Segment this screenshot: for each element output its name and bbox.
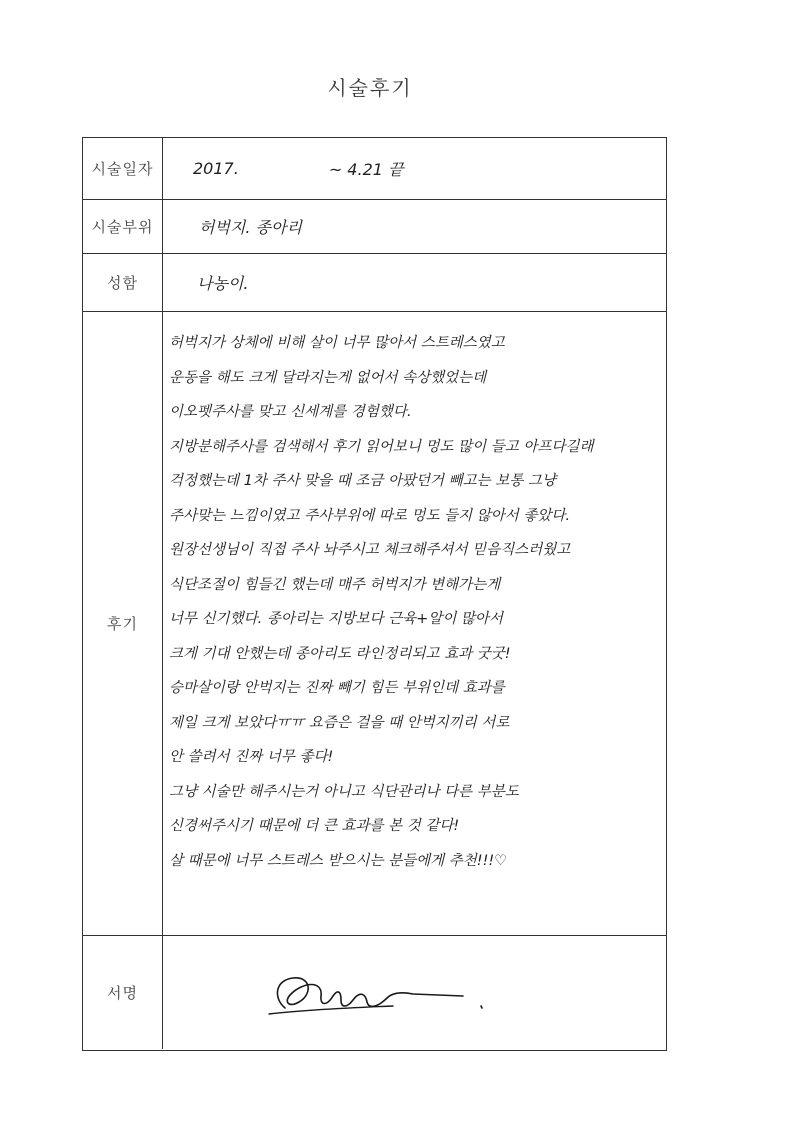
row-name	[83, 254, 666, 312]
row-signature	[83, 936, 666, 1049]
treatment-date-label: 시술일자	[83, 138, 163, 199]
treatment-area-text: 허벅지. 종아리	[199, 218, 302, 237]
row-treatment-area	[83, 200, 666, 254]
review-line: 걱정했는데 1차 주사 맞을 때 조금 아팠던거 빼고는 보통 그냥	[169, 473, 556, 489]
treatment-area-label: 시술부위	[83, 200, 163, 253]
review-line: 안 쓸려서 진짜 너무 좋다!	[169, 749, 334, 765]
treatment-date-value	[163, 138, 666, 199]
review-line: 승마살이랑 안벅지는 진짜 빼기 힘든 부위인데 효과를	[169, 680, 505, 696]
review-text-block	[163, 312, 666, 878]
handwritten-signature	[263, 950, 503, 1030]
review-line: 크게 기대 안했는데 종아리도 라인정리되고 효과 굿굿!	[169, 645, 511, 662]
treatment-date-start: 2017.	[193, 159, 239, 178]
treatment-area-value	[163, 200, 666, 253]
treatment-date-end: ~ 4.21 끝	[328, 160, 404, 179]
review-line: 주사맞는 느낌이였고 주사부위에 따로 멍도 들지 않아서 좋았다.	[169, 507, 571, 524]
name-value	[163, 254, 666, 311]
row-review	[83, 312, 666, 936]
name-text: 나농이.	[197, 274, 249, 293]
name-label: 성함	[83, 254, 163, 311]
signature-label: 서명	[83, 936, 163, 1049]
review-line: 신경써주시기 때문에 더 큰 효과를 본 것 같다!	[169, 818, 460, 834]
review-line: 이오펫주사를 맞고 신세계를 경험했다.	[169, 404, 412, 420]
review-line: 허벅지가 상체에 비해 살이 너무 많아서 스트레스였고	[169, 335, 505, 351]
document-title: 시술후기	[327, 76, 413, 100]
review-line: 운동을 해도 크게 달라지는게 없어서 속상했었는데	[169, 369, 487, 386]
review-line: 살 때문에 너무 스트레스 받으시는 분들에게 추천!!!♡	[169, 852, 508, 869]
review-form-table	[82, 137, 667, 1051]
review-line: 그냥 시술만 해주시는거 아니고 식단관리나 다른 부분도	[169, 783, 519, 800]
review-line: 너무 신기했다. 종아리는 지방보다 근육+알이 많아서	[169, 611, 503, 627]
review-line: 원장선생님이 직접 주사 놔주시고 체크해주셔서 믿음직스러웠고	[169, 542, 571, 558]
review-line: 제일 크게 보았다ㅠㅠ 요즘은 걸을 때 안벅지끼리 서로	[169, 714, 510, 731]
review-line: 지방분해주사를 검색해서 후기 읽어보니 멍도 많이 들고 아프다길래	[169, 438, 594, 455]
review-line: 식단조절이 힘들긴 했는데 매주 허벅지가 변해가는게	[169, 576, 501, 593]
row-treatment-date	[83, 138, 666, 200]
review-label: 후기	[83, 312, 163, 935]
signature-area	[163, 936, 666, 1049]
